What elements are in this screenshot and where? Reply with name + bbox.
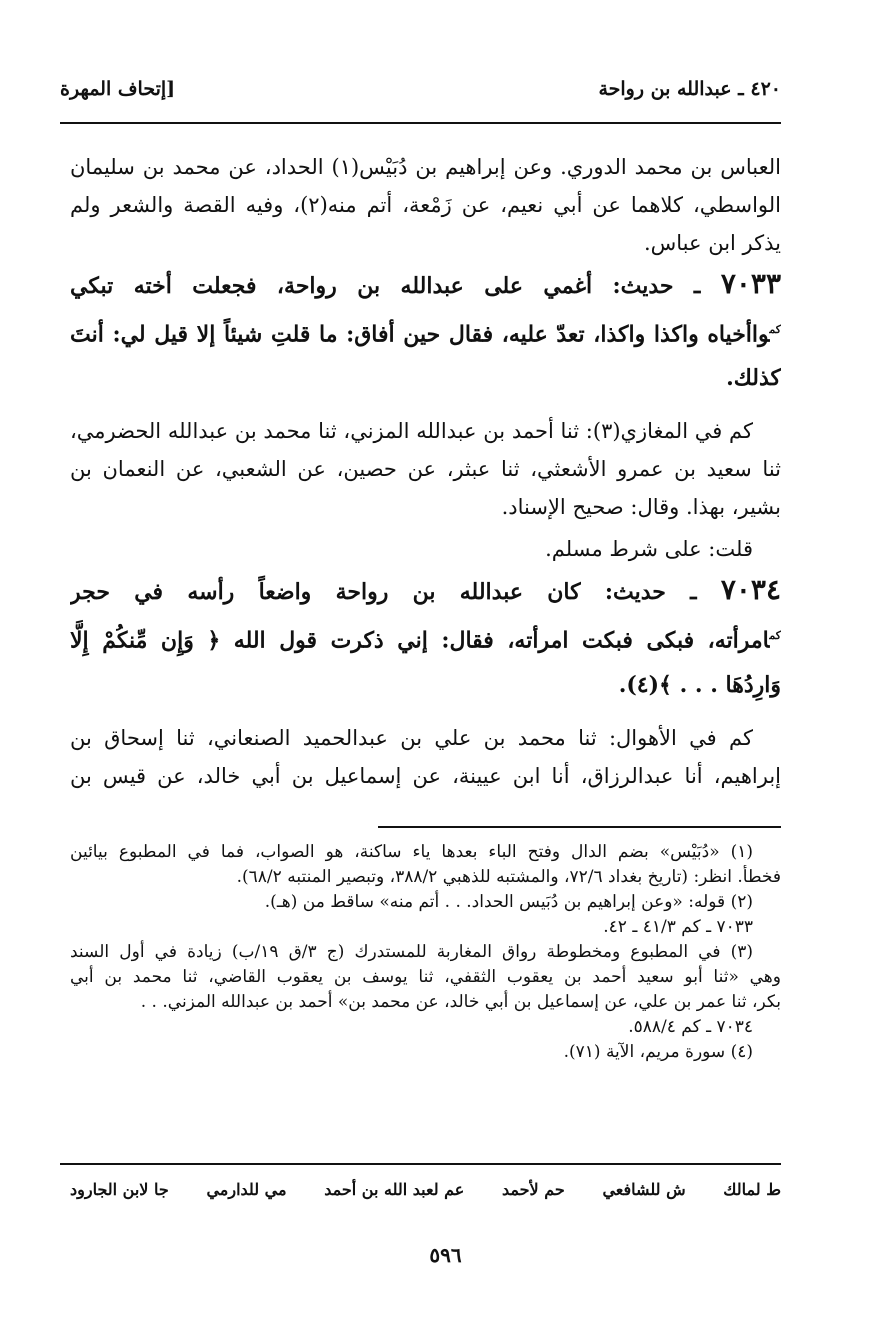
hadith-7034-line: [70, 568, 781, 614]
source-line: بشير، بهذا. وقال: صحيح الإسناد.: [501, 495, 781, 520]
abbreviation-item: جا لابن الجارود: [70, 1180, 169, 1199]
hadith-number: ٧٠٣٣: [720, 267, 781, 300]
hadith-text: امرأته، فبكى فبكت امرأته، فقال: إني ذكرت قول الله ﴿ وَإِن مِّنكُمْ إِلَّا: [70, 627, 770, 654]
text-line: يذكر ابن عباس.: [643, 231, 781, 255]
hadith-text: واأخياه واكذا واكذا، تعدّ عليه، فقال حين أفاق: ما قلتِ شيئاً إلا قيل لي: أنتَ: [70, 321, 770, 348]
footnote-line: ٧٠٣٣ ـ كم ٤١/٣ ـ ٤٢.: [603, 917, 753, 937]
hadith-number: ٧٠٣٤: [720, 573, 781, 607]
abbreviation-item: عم لعبد الله بن أحمد: [324, 1180, 465, 1199]
source-line: ثنا سعيد بن عمرو الأشعثي، ثنا عبثر، عن حصين، عن الشعبي، عن النعمان بن: [70, 457, 781, 482]
abbreviation-item: ط لمالك: [723, 1180, 781, 1199]
footnote-line: (٣) في المطبوع ومخطوطة رواق المغاربة للمستدرك (ج ٣/ق ١٩/ب) زيادة في أول السند: [70, 942, 754, 962]
footnote-line: (٤) سورة مريم، الآية (٧١).: [563, 1042, 753, 1062]
source-line: كم في المغازي(٣): ثنا أحمد بن عبدالله المزني، ثنا محمد بن عبدالله الحضرمي،: [70, 419, 753, 444]
main-text: [70, 148, 781, 795]
source-line: كم في الأهوال: ثنا محمد بن علي بن عبدالحميد الصنعاني، ثنا إسحاق بن: [70, 725, 753, 750]
source-marker: كم: [769, 323, 781, 336]
hadith-text: ـ حديث: كان عبدالله بن رواحة واضعاً رأسه في حجر: [70, 579, 697, 606]
footnote-line: ٧٠٣٤ ـ كم ٥٨٨/٤.: [628, 1017, 753, 1037]
hadith-7033-line: [70, 308, 781, 356]
hadith-7033-line: [70, 262, 781, 308]
hadith-text: ـ حديث: أغمي على عبدالله بن رواحة، فجعلت أخته تبكي: [70, 273, 701, 299]
book-title: [إتحاف المهرة: [60, 78, 176, 100]
page-number: ٥٩٦: [429, 1243, 462, 1267]
abbreviations-key: [70, 1180, 781, 1199]
footnote-line: فخطأ. انظر: (تاريخ بغداد ٧٢/٦، والمشتبه للذهبي ٣٨٨/٢، وتبصير المنتبه ٦٨/٢).: [236, 867, 781, 887]
footnote-line: وهي «ثنا أبو سعيد أحمد بن يعقوب الثقفي، ثنا يوسف بن يعقوب القاضي، ثنا محمد بن أبي: [70, 967, 781, 987]
footnote-line: (٢) قوله: «وعن إبراهيم بن دُبَيس الحداد. . . أتم منه» ساقط من (هـ).: [264, 892, 753, 912]
editor-note: قلت: على شرط مسلم.: [545, 537, 753, 562]
text-line: العباس بن محمد الدوري. وعن إبراهيم بن دُبَيْس(١) الحداد، عن محمد بن سليمان: [70, 155, 781, 179]
abbreviation-item: مي للدارمي: [206, 1180, 287, 1199]
running-title: ٤٢٠ ـ عبدالله بن رواحة: [598, 78, 781, 100]
footnotes: [70, 840, 781, 1065]
hadith-7034-line: وَارِدُهَا . . . ﴾(٤).: [618, 671, 781, 698]
header-divider: [60, 122, 781, 124]
source-line: إبراهيم، أنا عبدالرزاق، أنا ابن عيينة، عن إسماعيل بن أبي خالد، عن قيس بن: [70, 763, 781, 788]
source-marker: كم: [769, 629, 781, 643]
footnote-divider: [378, 826, 781, 828]
abbreviation-item: ش للشافعي: [602, 1180, 686, 1199]
footnote-line: (١) «دُبَيْس» بضم الدال وفتح الباء بعدها ياء ساكنة، هو الصواب، فما في المطبوع بيائين: [70, 842, 753, 862]
text-line: الواسطي، كلاهما عن أبي نعيم، عن زَمْعة، أتم منه(٢)، وفيه القصة والشعر ولم: [70, 193, 781, 217]
hadith-7033-line: كذلك.: [726, 365, 781, 392]
hadith-7034-line: [70, 614, 781, 662]
abbreviation-item: حم لأحمد: [502, 1180, 565, 1199]
page-header: [60, 70, 781, 110]
abbreviations-divider: [60, 1163, 781, 1165]
footnote-line: بكر، ثنا عمر بن علي، عن إسماعيل بن أبي خالد، عن محمد بن» أحمد بن عبدالله المزني. . .: [140, 992, 781, 1012]
